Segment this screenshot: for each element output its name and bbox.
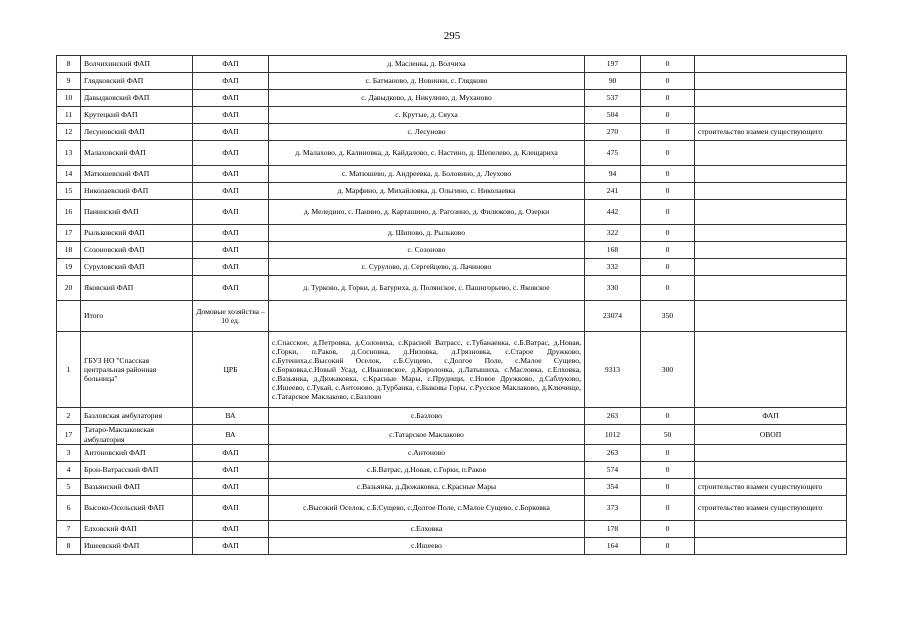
row-number-cell: 13 <box>57 141 81 166</box>
staff-count-cell: 0 <box>641 276 695 301</box>
facility-type-cell: ВА <box>193 425 269 445</box>
staff-count-cell: 0 <box>641 479 695 496</box>
planned-note-cell: ФАП <box>695 408 847 425</box>
facility-name-cell: Вазьянский ФАП <box>81 479 193 496</box>
row-number-cell: 8 <box>57 538 81 555</box>
service-area-cell: с. Лесуново <box>269 124 585 141</box>
service-area-cell: д. Турково, д. Горки, д. Батуриха, д. Полянское, с. Пашнгорьево, с. Яковское <box>269 276 585 301</box>
row-number-cell: 8 <box>57 56 81 73</box>
service-area-cell: с. Давыдково, д. Никулино, д. Муханово <box>269 90 585 107</box>
staff-count-cell: 0 <box>641 73 695 90</box>
population-count-cell: 504 <box>585 107 641 124</box>
service-area-cell: с. Матюшево, д. Андреевка, д. Боловино, д. Леухово <box>269 166 585 183</box>
service-area-cell: с. Батманово, д. Новинки, с. Глядково <box>269 73 585 90</box>
population-count-cell: 178 <box>585 521 641 538</box>
facility-name-cell: Итого <box>81 301 193 332</box>
table-row <box>57 56 847 73</box>
population-count-cell: 23074 <box>585 301 641 332</box>
table-body <box>57 56 847 555</box>
population-count-cell: 537 <box>585 90 641 107</box>
staff-count-cell: 0 <box>641 462 695 479</box>
table-row <box>57 301 847 332</box>
population-count-cell: 332 <box>585 259 641 276</box>
service-area-cell: с. Созоново <box>269 242 585 259</box>
row-number-cell: 7 <box>57 521 81 538</box>
facility-type-cell: ФАП <box>193 276 269 301</box>
table-row <box>57 259 847 276</box>
facility-type-cell: ФАП <box>193 141 269 166</box>
population-count-cell: 9313 <box>585 332 641 408</box>
service-area-cell: с.Высокий Оселок, с.Б.Сущево, с.Долгое Поле, с.Малое Сущево, с.Борковка <box>269 496 585 521</box>
table-row <box>57 107 847 124</box>
planned-note-cell <box>695 141 847 166</box>
planned-note-cell <box>695 462 847 479</box>
table-row <box>57 124 847 141</box>
facility-type-cell: ФАП <box>193 225 269 242</box>
facility-type-cell: ФАП <box>193 107 269 124</box>
planned-note-cell <box>695 225 847 242</box>
population-count-cell: 373 <box>585 496 641 521</box>
facility-type-cell: ФАП <box>193 496 269 521</box>
population-count-cell: 330 <box>585 276 641 301</box>
table-row <box>57 408 847 425</box>
population-count-cell: 94 <box>585 166 641 183</box>
facility-type-cell: ФАП <box>193 521 269 538</box>
staff-count-cell: 0 <box>641 183 695 200</box>
population-count-cell: 322 <box>585 225 641 242</box>
planned-note-cell: строительство взамен существующего <box>695 124 847 141</box>
population-count-cell: 574 <box>585 462 641 479</box>
population-count-cell: 442 <box>585 200 641 225</box>
population-count-cell: 263 <box>585 445 641 462</box>
table-row <box>57 183 847 200</box>
staff-count-cell: 350 <box>641 301 695 332</box>
service-area-cell: д. Меледино, с. Панино, д. Карташино, д. Рагозино, д. Филюково, д. Озерки <box>269 200 585 225</box>
staff-count-cell: 0 <box>641 90 695 107</box>
table-row <box>57 200 847 225</box>
service-area-cell: с.Антоново <box>269 445 585 462</box>
planned-note-cell <box>695 200 847 225</box>
facility-name-cell: Созоновский ФАП <box>81 242 193 259</box>
row-number-cell <box>57 301 81 332</box>
service-area-cell: с.Б.Ватрас, д.Новая, с.Горки, п.Раков <box>269 462 585 479</box>
facility-type-cell: ФАП <box>193 445 269 462</box>
planned-note-cell: ОВОП <box>695 425 847 445</box>
facility-name-cell: Волчихинский ФАП <box>81 56 193 73</box>
facility-type-cell: ФАП <box>193 166 269 183</box>
facility-name-cell: Малаховский ФАП <box>81 141 193 166</box>
row-number-cell: 17 <box>57 225 81 242</box>
facility-type-cell: ФАП <box>193 462 269 479</box>
staff-count-cell: 0 <box>641 538 695 555</box>
row-number-cell: 10 <box>57 90 81 107</box>
facility-type-cell: ФАП <box>193 479 269 496</box>
service-area-cell: д. Шипово, д. Рыльково <box>269 225 585 242</box>
table-row <box>57 90 847 107</box>
population-count-cell: 1012 <box>585 425 641 445</box>
service-area-cell: д. Малахово, д. Калиновка, д. Кайдалово, с. Настино, д. Шепелево, д. Клещариха <box>269 141 585 166</box>
row-number-cell: 3 <box>57 445 81 462</box>
facility-type-cell: ФАП <box>193 56 269 73</box>
facility-name-cell: Николаевский ФАП <box>81 183 193 200</box>
staff-count-cell: 0 <box>641 141 695 166</box>
staff-count-cell: 50 <box>641 425 695 445</box>
staff-count-cell: 0 <box>641 107 695 124</box>
table-row <box>57 332 847 408</box>
facility-name-cell: Татаро-Маклаковская амбулатория <box>81 425 193 445</box>
table-row <box>57 445 847 462</box>
service-area-cell <box>269 301 585 332</box>
planned-note-cell <box>695 73 847 90</box>
row-number-cell: 4 <box>57 462 81 479</box>
table-row <box>57 225 847 242</box>
facility-name-cell: Ишеевский ФАП <box>81 538 193 555</box>
service-area-cell: д. Марфино, д. Михайловка, д. Ольгино, с. Николаевка <box>269 183 585 200</box>
row-number-cell: 18 <box>57 242 81 259</box>
service-area-cell: с.Ишеево <box>269 538 585 555</box>
row-number-cell: 11 <box>57 107 81 124</box>
facility-name-cell: ГБУЗ НО "Спасская центральная районная больница" <box>81 332 193 408</box>
facility-name-cell: Брон-Ватрасский ФАП <box>81 462 193 479</box>
table-row <box>57 521 847 538</box>
population-count-cell: 168 <box>585 242 641 259</box>
row-number-cell: 1 <box>57 332 81 408</box>
service-area-cell: д. Масленка, д. Волчиха <box>269 56 585 73</box>
planned-note-cell <box>695 183 847 200</box>
staff-count-cell: 0 <box>641 200 695 225</box>
facility-name-cell: Яковский ФАП <box>81 276 193 301</box>
facility-type-cell: ФАП <box>193 259 269 276</box>
facility-name-cell: Рыльковский ФАП <box>81 225 193 242</box>
table-row <box>57 276 847 301</box>
facility-type-cell: ФАП <box>193 242 269 259</box>
staff-count-cell: 0 <box>641 259 695 276</box>
table-row <box>57 141 847 166</box>
population-count-cell: 270 <box>585 124 641 141</box>
row-number-cell: 5 <box>57 479 81 496</box>
table-row <box>57 73 847 90</box>
facility-type-cell: ФАП <box>193 73 269 90</box>
facility-name-cell: Матюшевский ФАП <box>81 166 193 183</box>
planned-note-cell <box>695 166 847 183</box>
facility-name-cell: Панинский ФАП <box>81 200 193 225</box>
row-number-cell: 14 <box>57 166 81 183</box>
table-row <box>57 479 847 496</box>
population-count-cell: 164 <box>585 538 641 555</box>
staff-count-cell: 0 <box>641 124 695 141</box>
planned-note-cell <box>695 301 847 332</box>
facility-name-cell: Базловская амбулатория <box>81 408 193 425</box>
row-number-cell: 12 <box>57 124 81 141</box>
staff-count-cell: 0 <box>641 521 695 538</box>
planned-note-cell <box>695 107 847 124</box>
facility-type-cell: ФАП <box>193 124 269 141</box>
population-count-cell: 197 <box>585 56 641 73</box>
population-count-cell: 90 <box>585 73 641 90</box>
service-area-cell: с.Спасское, д.Петровка, д.Солониха, с.Красной Ватрасс, с.Тубанаевка, с.Б.Ватрас, д.Новая, с.Горки, п.Раков, д.Сосновка, д.Низовка, д.Грязновка, с.Старое Дружково, с.Бутениха,с.Высокий Оселок, с.Б.Сущево, с.Долгое Поле, с.Малое Сущево, с.Борковка,с.Новый Усад, с.Ивановское, д.Киролонка, д.Латышиха, с.Масловка, с.Елховка, с.Вазьянка, д.Дюжаковка, с.Красные Мары, с.Прудищи, с.Новое Дружково, д.Саблуково, с.Ишеево, с.Тукай, с.Антоново, д.Турбанка, с.Быковы Горы, с.Русское Маклаково, д.Ключище, с.Татарское Маклаково, с.Базлово <box>269 332 585 408</box>
table-row <box>57 425 847 445</box>
facility-type-cell: ФАП <box>193 538 269 555</box>
planned-note-cell <box>695 332 847 408</box>
planned-note-cell <box>695 538 847 555</box>
planned-note-cell: строительство взамен существующего <box>695 479 847 496</box>
staff-count-cell: 0 <box>641 496 695 521</box>
staff-count-cell: 0 <box>641 166 695 183</box>
row-number-cell: 17 <box>57 425 81 445</box>
planned-note-cell <box>695 259 847 276</box>
population-count-cell: 241 <box>585 183 641 200</box>
row-number-cell: 19 <box>57 259 81 276</box>
staff-count-cell: 0 <box>641 408 695 425</box>
facility-name-cell: Антоновский ФАП <box>81 445 193 462</box>
row-number-cell: 15 <box>57 183 81 200</box>
page-number: 295 <box>443 30 461 42</box>
service-area-cell: с.Елховка <box>269 521 585 538</box>
facility-name-cell: Крутецкий ФАП <box>81 107 193 124</box>
row-number-cell: 20 <box>57 276 81 301</box>
planned-note-cell <box>695 276 847 301</box>
row-number-cell: 9 <box>57 73 81 90</box>
row-number-cell: 6 <box>57 496 81 521</box>
facility-name-cell: Суруловский ФАП <box>81 259 193 276</box>
table-row <box>57 496 847 521</box>
facility-name-cell: Лесуновский ФАП <box>81 124 193 141</box>
table-row <box>57 462 847 479</box>
table-row <box>57 242 847 259</box>
facility-name-cell: Давыдковский ФАП <box>81 90 193 107</box>
staff-count-cell: 0 <box>641 242 695 259</box>
planned-note-cell <box>695 242 847 259</box>
facility-type-cell: Домовые хозяйства – 10 ед. <box>193 301 269 332</box>
facility-name-cell: Елховский ФАП <box>81 521 193 538</box>
planned-note-cell <box>695 445 847 462</box>
staff-count-cell: 0 <box>641 445 695 462</box>
service-area-cell: с.Татарское Маклаково <box>269 425 585 445</box>
planned-note-cell <box>695 56 847 73</box>
planned-note-cell: строительство взамен существующего <box>695 496 847 521</box>
facility-type-cell: ВА <box>193 408 269 425</box>
planned-note-cell <box>695 90 847 107</box>
staff-count-cell: 0 <box>641 56 695 73</box>
population-count-cell: 263 <box>585 408 641 425</box>
facility-type-cell: ФАП <box>193 200 269 225</box>
facility-type-cell: ЦРБ <box>193 332 269 408</box>
facility-name-cell: Высоко-Осельский ФАП <box>81 496 193 521</box>
service-area-cell: с. Сурулово, д. Сергейцево, д. Лачиново <box>269 259 585 276</box>
population-count-cell: 354 <box>585 479 641 496</box>
population-count-cell: 475 <box>585 141 641 166</box>
table-row <box>57 538 847 555</box>
facility-type-cell: ФАП <box>193 183 269 200</box>
service-area-cell: с.Вазьянка, д.Дюжаковка, с.Красные Мары <box>269 479 585 496</box>
staff-count-cell: 0 <box>641 225 695 242</box>
row-number-cell: 2 <box>57 408 81 425</box>
facility-table <box>56 55 847 555</box>
service-area-cell: с.Базлово <box>269 408 585 425</box>
staff-count-cell: 300 <box>641 332 695 408</box>
service-area-cell: с. Крутые, д. Сяуха <box>269 107 585 124</box>
table-row <box>57 166 847 183</box>
facility-type-cell: ФАП <box>193 90 269 107</box>
facility-name-cell: Глядковский ФАП <box>81 73 193 90</box>
row-number-cell: 16 <box>57 200 81 225</box>
planned-note-cell <box>695 521 847 538</box>
